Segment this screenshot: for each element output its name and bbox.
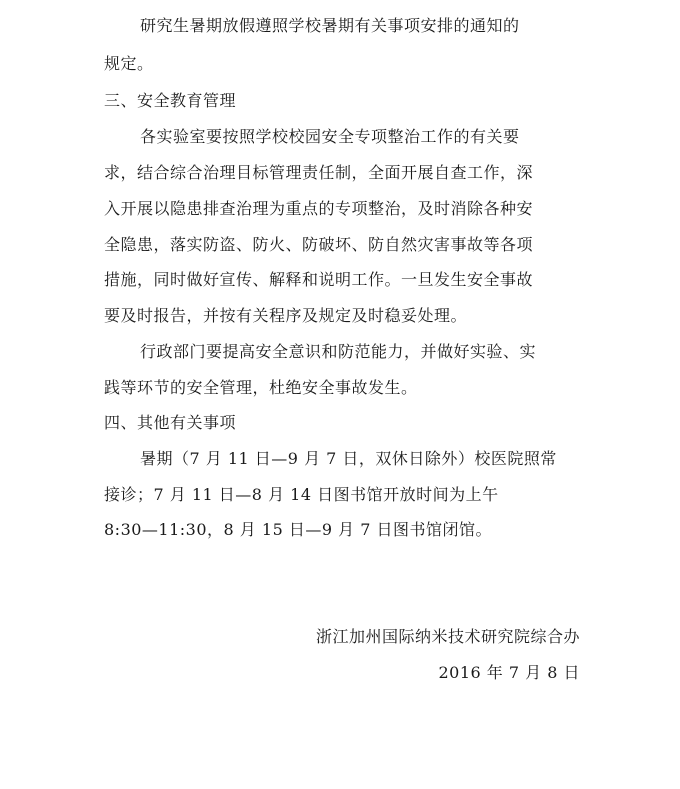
text-line: 接诊；7 月 11 日—8 月 14 日图书馆开放时间为上午 [104,485,499,504]
text-line: 措施，同时做好宣传、解释和说明工作。一旦发生安全事故 [104,270,534,289]
text-line: 规定。 [104,54,154,73]
text-line: 入开展以隐患排查治理为重点的专项整治，及时消除各种安 [104,199,534,218]
signature-date: 2016 年 7 月 8 日 [438,663,580,682]
text-line: 研究生暑期放假遵照学校暑期有关事项安排的通知的 [140,16,520,35]
text-line: 暑期（7 月 11 日—9 月 7 日，双休日除外）校医院照常 [140,449,557,468]
text-line: 要及时报告，并按有关程序及规定及时稳妥处理。 [104,306,468,325]
section-heading: 三、安全教育管理 [104,91,237,110]
text-line: 行政部门要提高安全意识和防范能力，并做好实验、实 [140,342,537,361]
text-line: 8:30—11:30，8 月 15 日—9 月 7 日图书馆闭馆。 [104,520,492,539]
signature-organization: 浙江加州国际纳米技术研究院综合办 [315,627,580,646]
text-line: 全隐患，落实防盗、防火、防破坏、防自然灾害事故等各项 [104,235,534,254]
text-line: 践等环节的安全管理，杜绝安全事故发生。 [104,378,418,397]
section-heading: 四、其他有关事项 [104,413,237,432]
text-line: 求，结合综合治理目标管理责任制，全面开展自查工作，深 [104,163,534,182]
text-line: 各实验室要按照学校校园安全专项整治工作的有关要 [140,127,520,146]
